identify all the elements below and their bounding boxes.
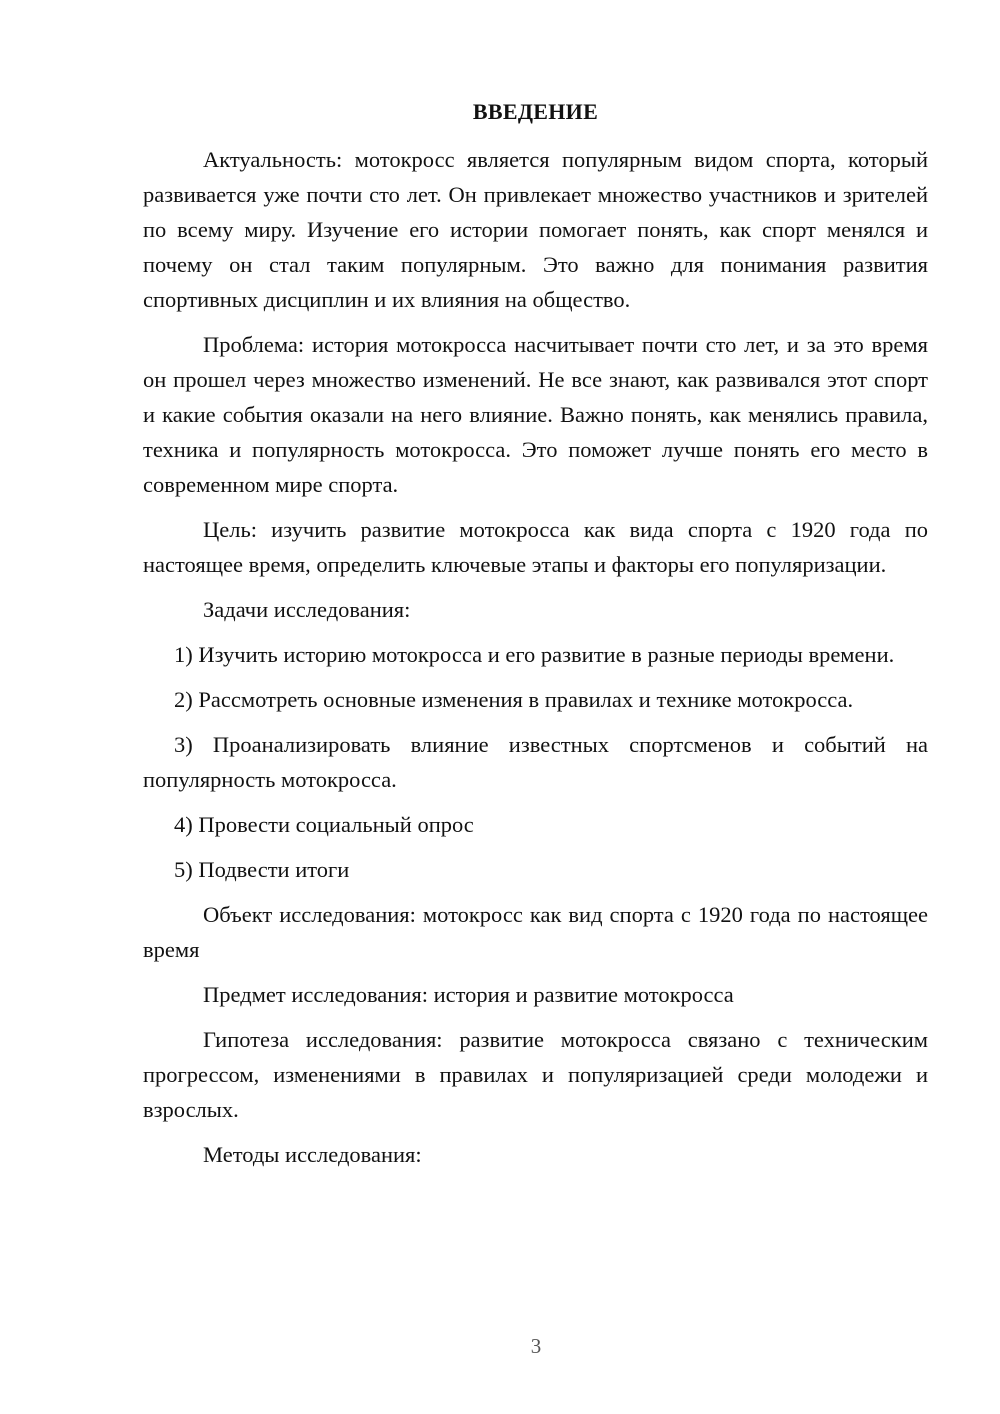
task-item-1: 1) Изучить историю мотокросса и его развитие в разные периоды времени.: [174, 642, 895, 667]
task-item-5: 5) Подвести итоги: [174, 857, 350, 882]
paragraph-methods: Методы исследования:: [203, 1142, 422, 1167]
page-title: ВВЕДЕНИЕ: [472, 99, 599, 124]
paragraph-hypothesis: Гипотеза исследования: развитие мотокросса связано с техническим прогрессом, изменениями в правилах и популяризацией среди молодежи и взрослых.: [143, 1027, 928, 1122]
paragraph-problem: Проблема: история мотокросса насчитывает почти сто лет, и за это время он прошел через множество изменений. Не все знают, как развивался этот спорт и какие события оказали на него влияние. Важно понять, как менялись правила, техника и популярность мотокросса. Это поможет лучше понять его место в современном мире спорта.: [143, 332, 928, 497]
document-body: [143, 142, 928, 1182]
page-number: 3: [530, 1334, 542, 1358]
task-item-3: 3) Проанализировать влияние известных спортсменов и событий на популярность мотокросса.: [143, 732, 928, 792]
tasks-title: Задачи исследования:: [203, 597, 411, 622]
paragraph-relevance: Актуальность: мотокросс является популярным видом спорта, который развивается уже почти сто лет. Он привлекает множество участников и зрителей по всему миру. Изучение его истории помогает понять, как спорт менялся и почему он стал таким популярным. Это важно для понимания развития спортивных дисциплин и их влияния на общество.: [143, 147, 928, 312]
paragraph-subject: Предмет исследования: история и развитие мотокросса: [203, 982, 734, 1007]
task-item-4: 4) Провести социальный опрос: [174, 812, 474, 837]
task-item-2: 2) Рассмотреть основные изменения в правилах и технике мотокросса.: [174, 687, 854, 712]
paragraph-goal: Цель: изучить развитие мотокросса как вида спорта с 1920 года по настоящее время, определить ключевые этапы и факторы его популяризации.: [143, 517, 928, 577]
paragraph-object: Объект исследования: мотокросс как вид спорта с 1920 года по настоящее время: [143, 902, 928, 962]
